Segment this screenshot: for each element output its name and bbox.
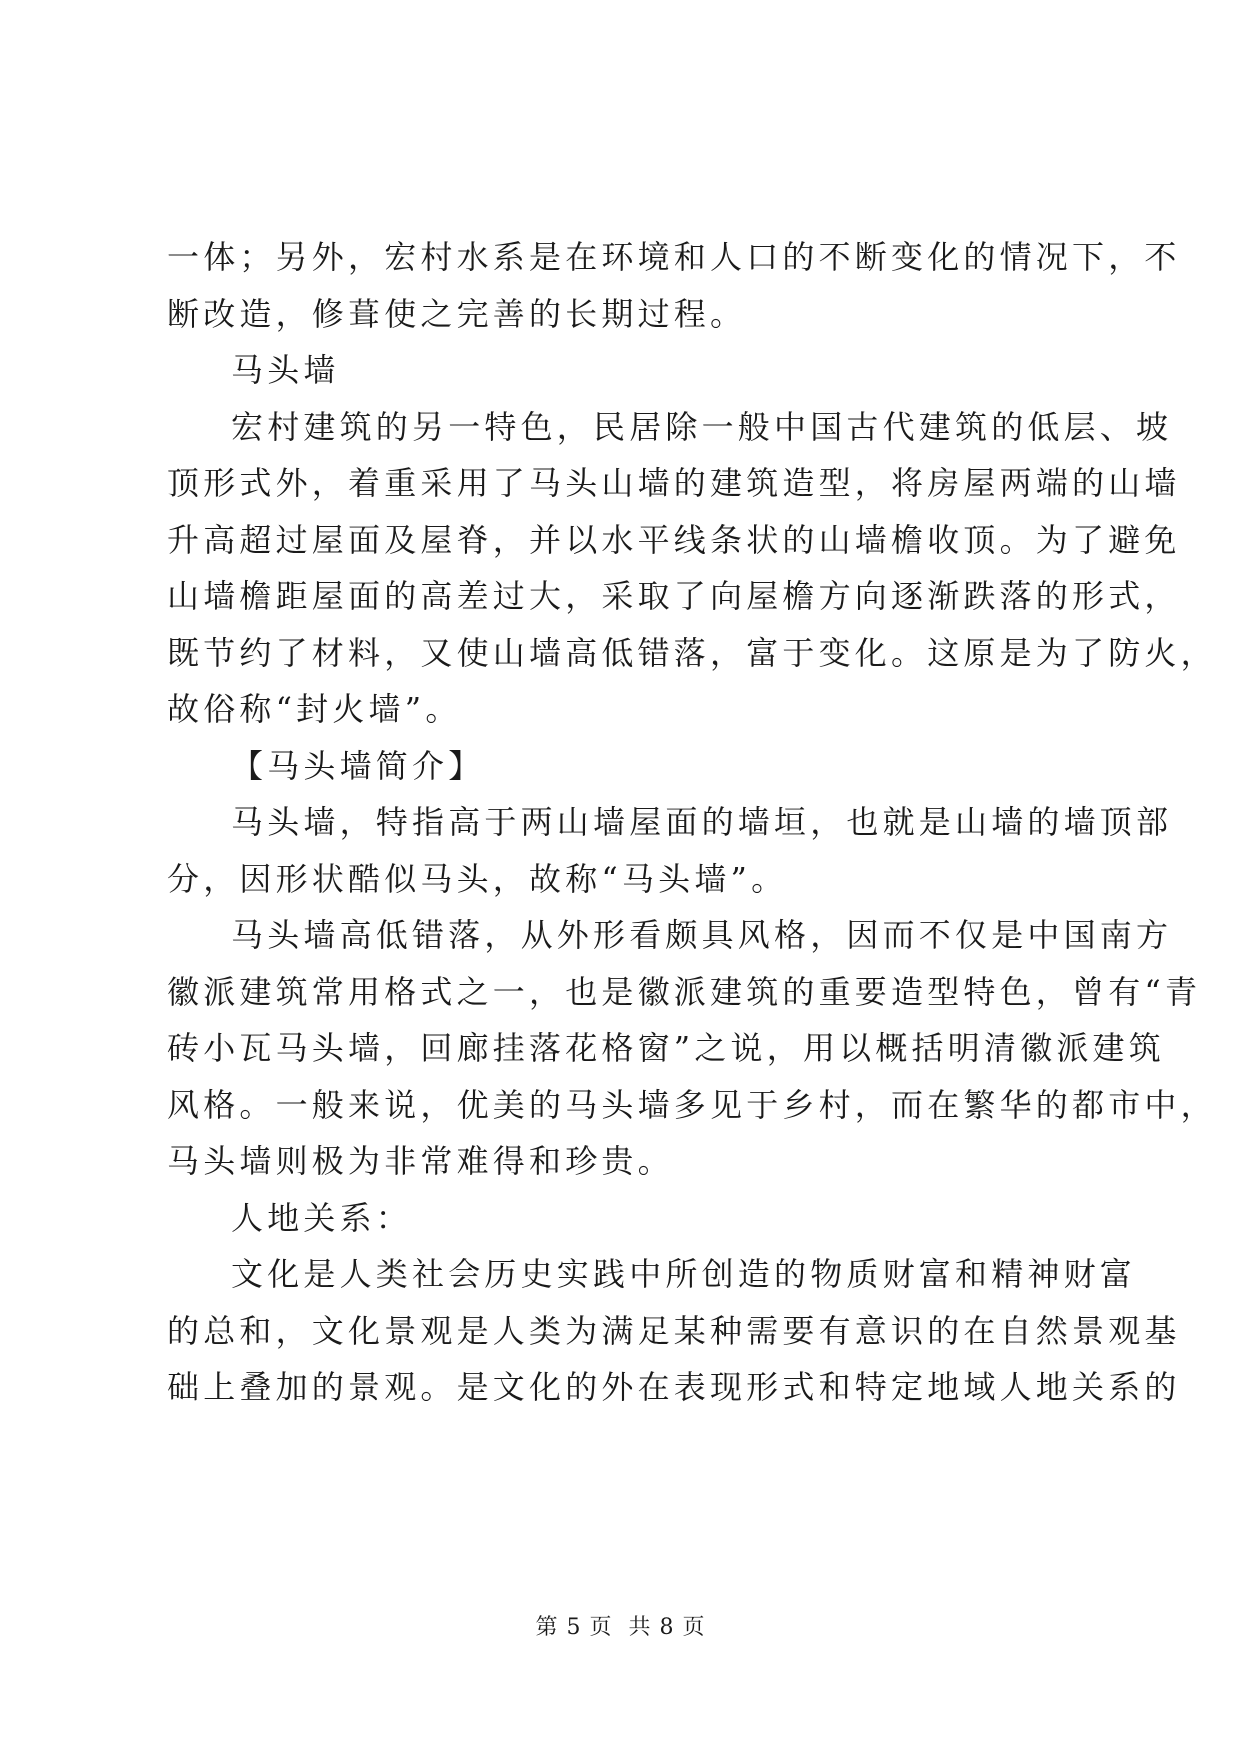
section-heading: 人地关系： — [231, 1198, 413, 1237]
text-line: 宏村建筑的另一特色，民居除一般中国古代建筑的低层、坡 — [231, 407, 1173, 446]
text-line: 风格。一般来说，优美的马头墙多见于乡村，而在繁华的都市中， — [167, 1085, 1217, 1124]
page-footer — [0, 1610, 1241, 1641]
text-line: 的总和，文化景观是人类为满足某种需要有意识的在自然景观基 — [167, 1311, 1181, 1350]
text-line: 文化是人类社会历史实践中所创造的物质财富和精神财富 — [231, 1255, 1137, 1293]
page-total: 共 8 页 — [628, 1615, 706, 1640]
page-number: 第 5 页 — [535, 1615, 613, 1640]
text-line: 断改造，修葺使之完善的长期过程。 — [167, 294, 747, 333]
text-line: 础上叠加的景观。是文化的外在表现形式和特定地域人地关系的 — [167, 1368, 1181, 1406]
section-heading: 马头墙 — [231, 351, 340, 389]
text-line: 顶形式外，着重采用了马头山墙的建筑造型，将房屋两端的山墙 — [167, 464, 1181, 502]
text-line: 山墙檐距屋面的高差过大，采取了向屋檐方向逐渐跌落的形式， — [167, 577, 1181, 615]
document-body — [167, 229, 1217, 1416]
text-line: 一体；另外，宏村水系是在环境和人口的不断变化的情况下，不 — [167, 238, 1181, 276]
text-line: 分，因形状酷似马头，故称“马头墙”。 — [167, 859, 788, 898]
text-line: 马头墙高低错落，从外形看颇具风格，因而不仅是中国南方 — [231, 916, 1173, 954]
section-heading: 【马头墙简介】 — [231, 746, 485, 785]
text-line: 马头墙则极为非常难得和珍贵。 — [167, 1142, 674, 1180]
text-line: 徽派建筑常用格式之一，也是徽派建筑的重要造型特色，曾有“青 — [167, 972, 1202, 1011]
text-line: 马头墙，特指高于两山墙屋面的墙垣，也就是山墙的墙顶部 — [231, 803, 1173, 841]
text-line: 故俗称“封火墙”。 — [167, 690, 462, 728]
text-line: 升高超过屋面及屋脊，并以水平线条状的山墙檐收顶。为了避免 — [167, 520, 1181, 559]
text-line: 砖小瓦马头墙，回廊挂落花格窗”之说，用以概括明清徽派建筑 — [167, 1029, 1165, 1067]
text-line: 既节约了材料，又使山墙高低错落，富于变化。这原是为了防火， — [167, 633, 1217, 672]
